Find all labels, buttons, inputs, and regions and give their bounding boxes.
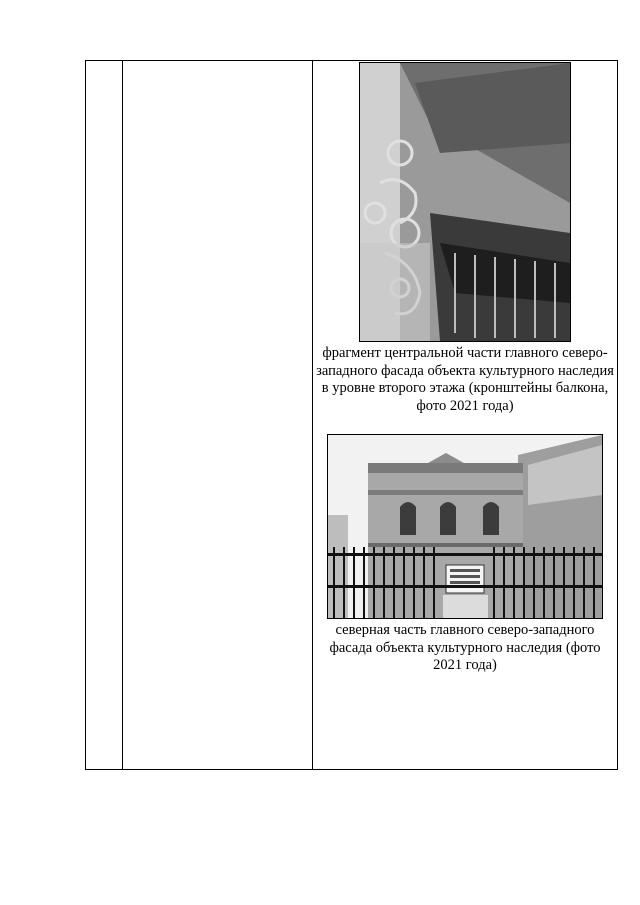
- building-facade-photo: [327, 434, 603, 619]
- photo-block-facade: [313, 434, 617, 675]
- photo-cell: [313, 61, 618, 770]
- balcony-brackets-image: [360, 63, 570, 341]
- number-cell: [86, 61, 123, 770]
- document-table: [85, 60, 618, 770]
- building-facade-image: [328, 435, 602, 618]
- photo-caption: северная часть главного северо-западного фасада объекта культурного наследия (фото 2021 года): [329, 622, 601, 673]
- photo-caption: фрагмент центральной части главного северо-западного фасада объекта культурного наследия в уровне второго этажа (кронштейны балкона, фото 2021 года): [316, 345, 614, 414]
- name-cell: [123, 61, 313, 770]
- table-row: [86, 61, 618, 770]
- balcony-brackets-photo: [359, 62, 571, 342]
- photo-block-balcony: [313, 62, 617, 415]
